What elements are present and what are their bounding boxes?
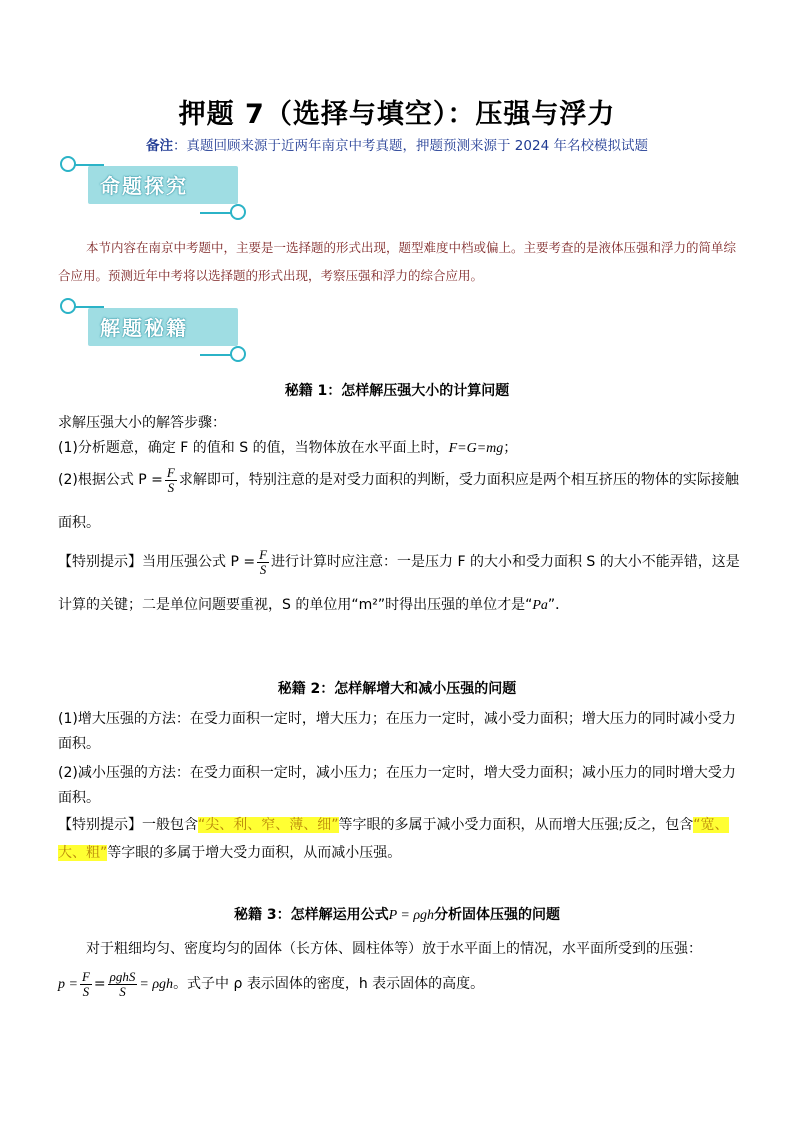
note-text: ：真题回顾来源于近两年南京中考真题，押题预测来源于 2024 年名校模拟试题 <box>173 138 648 154</box>
fraction-F-over-S: $\frac{F}{S}$ <box>166 464 175 495</box>
banner-tips <box>60 292 260 362</box>
s1-line0: 求解压强大小的解答步骤： <box>58 415 226 431</box>
section1-heading: 秘籍 1：怎样解压强大小的计算问题 <box>284 383 510 399</box>
fraction-F-over-S-2: $\frac{F}{S}$ <box>259 546 268 577</box>
section3-heading: 秘籍 3：怎样解运用公式P = ρgh分析固体压强的问题 <box>233 907 561 923</box>
s1-tip-cont: 计算的关键；二是单位问题要重视，S 的单位用“m²”时得出压强的单位才是“Pa”． <box>58 597 570 613</box>
s1-line2: (2)根据公式 P = $\frac{F}{S}$ 求解即可，特别注意的是对受力面积的判断，受力面积应是两个相互挤压的物体的实际接触 <box>58 464 739 495</box>
s2-tip-cont: 大、粗”等字眼的多属于增大受力面积，从而减小压强。 <box>58 845 402 861</box>
s1-line1: (1)分析题意，确定 F 的值和 S 的值，当物体放在水平面上时，F=G=mg； <box>58 440 518 456</box>
s1-line2c: 面积。 <box>58 515 100 531</box>
banner-proposition <box>60 150 260 220</box>
banner-tips-label: 解题秘籍 <box>100 316 188 340</box>
s2-line2: (2)减小压强的方法：在受力面积一定时，减小压力；在压力一定时，增大受力面积；减小压力的同时增大受力 <box>58 765 736 781</box>
section2-heading: 秘籍 2：怎样解增大和减小压强的问题 <box>277 681 517 697</box>
s2-line1b: 面积。 <box>58 736 100 752</box>
note-label: 备注 <box>146 138 174 154</box>
s2-line2b: 面积。 <box>58 790 100 806</box>
s3-formula: p = $\frac{F}{S}$ = $\frac{\text{ρghS}}{S}$ = ρgh。式子中 ρ 表示固体的密度，h 表示固体的高度。 <box>58 968 485 999</box>
banner-proposition-label: 命题探究 <box>100 174 188 198</box>
page-title: 押题 7（选择与填空）：压强与浮力 <box>178 99 616 130</box>
s1-tip: 【特别提示】当用压强公式 P = $\frac{F}{S}$ 进行计算时应注意：一是压力 F 的大小和受力面积 S 的大小不能弄错，这是 <box>58 546 740 577</box>
s2-line1: (1)增大压强的方法：在受力面积一定时，增大压力；在压力一定时，减小受力面积；增大压力的同时减小受力 <box>58 711 736 727</box>
s2-tip: 【特别提示】一般包含“尖、利、窄、薄、细”等字眼的多属于减小受力面积，从而增大压强;反之，包含“宽、 <box>58 817 729 833</box>
s3-line1: 对于粗细均匀、密度均匀的固体（长方体、圆柱体等）放于水平面上的情况，水平面所受到的压强： <box>86 941 702 957</box>
intro-paragraph: 本节内容在南京中考题中，主要是一选择题的形式出现，题型难度中档或偏上。主要考查的是液体压强和浮力的简单综合应用。预测近年中考将以选择题的形式出现，考察压强和浮力的综合应用。 <box>58 240 737 283</box>
